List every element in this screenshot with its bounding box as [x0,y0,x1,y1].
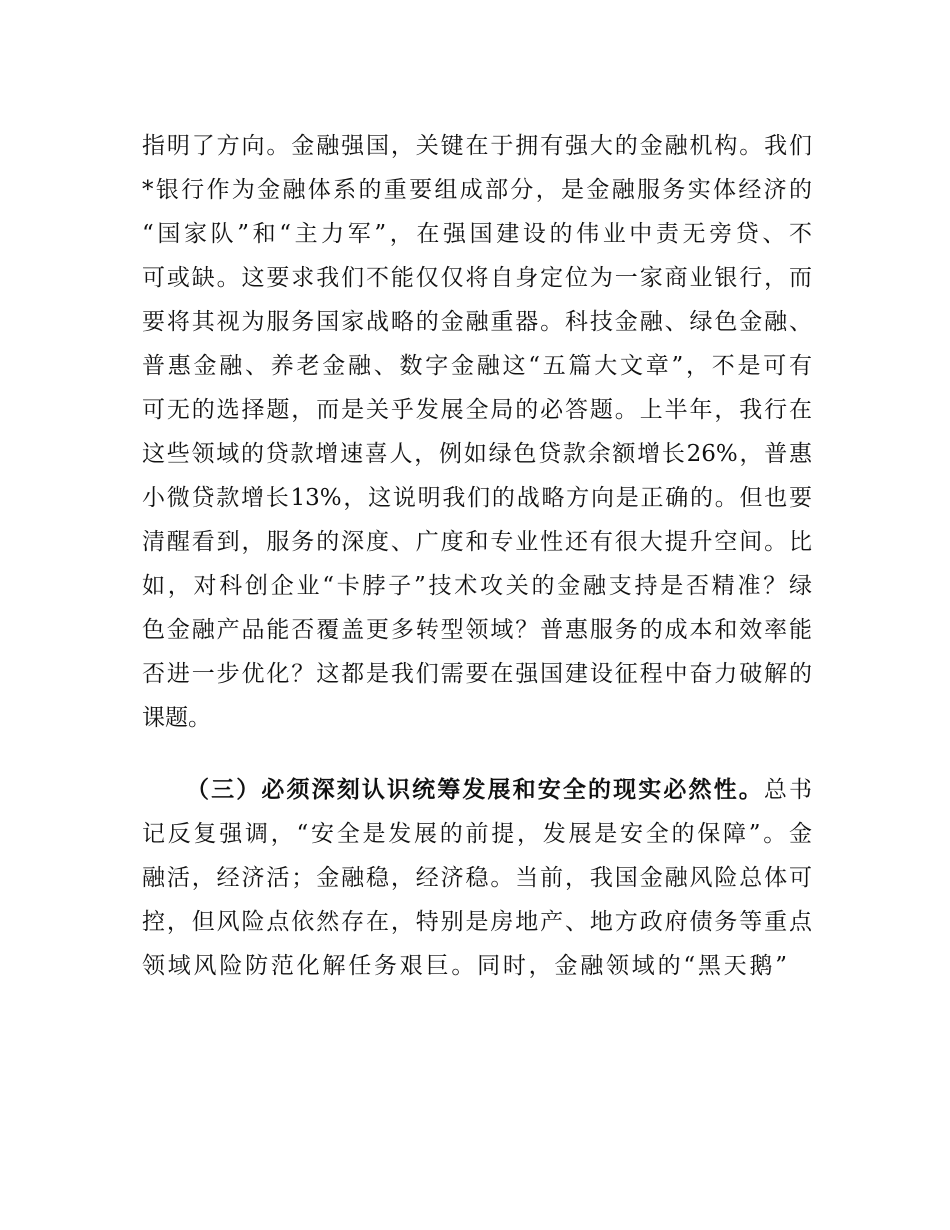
text-line: 小微贷款增长13%，这说明我们的战略方向是正确的。但也要 [142,485,812,511]
section-heading: （三）必须深刻认识统筹发展和安全的现实必然性。 [186,777,764,803]
text-line: *银行作为金融体系的重要组成部分，是金融服务实体经济的 [142,177,812,203]
text-line: 融活，经济活；金融稳，经济稳。当前，我国金融风险总体可 [142,865,812,891]
text-line: 指明了方向。金融强国，关键在于拥有强大的金融机构。我们 [142,133,812,159]
text-line-last: 课题。 [142,705,211,731]
text-line: 可无的选择题，而是关乎发展全局的必答题。上半年，我行在 [142,397,812,423]
text-line-first [186,770,812,810]
text-line: 否进一步优化？这都是我们需要在强国建设征程中奋力破解的 [142,661,812,687]
text-line: 控，但风险点依然存在，特别是房地产、地方政府债务等重点 [142,909,812,935]
text-line: 可或缺。这要求我们不能仅仅将自身定位为一家商业银行，而 [142,265,812,291]
text-line: 如，对科创企业“卡脖子”技术攻关的金融支持是否精准？绿 [142,573,812,599]
text-line: 要将其视为服务国家战略的金融重器。科技金融、绿色金融、 [142,309,812,335]
heading-continuation: 总书 [763,777,812,803]
text-line: 记反复强调，“安全是发展的前提，发展是安全的保障”。金 [142,821,812,847]
text-line: 色金融产品能否覆盖更多转型领域？普惠服务的成本和效率能 [142,617,812,643]
text-line: 这些领域的贷款增速喜人，例如绿色贷款余额增长26%，普惠 [142,441,812,467]
text-line: 领域风险防范化解任务艰巨。同时，金融领域的“黑天鹅” [142,953,787,979]
text-line: 清醒看到，服务的深度、广度和专业性还有很大提升空间。比 [142,529,812,555]
text-line: 普惠金融、养老金融、数字金融这“五篇大文章”，不是可有 [142,353,812,379]
text-line: “国家队”和“主力军”，在强国建设的伟业中责无旁贷、不 [142,221,812,247]
